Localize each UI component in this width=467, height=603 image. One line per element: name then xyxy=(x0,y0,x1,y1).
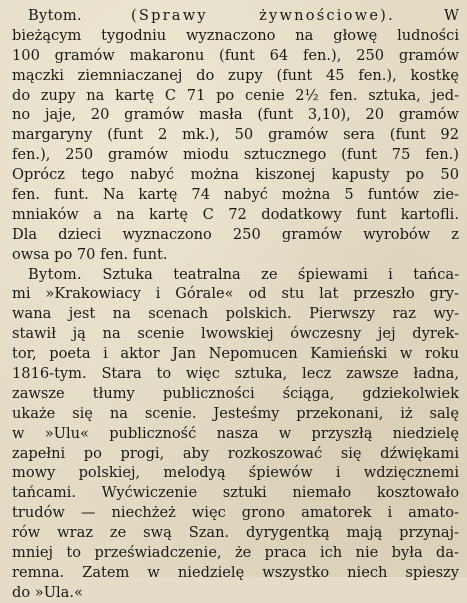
article1-heading: (Sprawy żywnościowe). xyxy=(131,7,395,24)
article1-line-2: bieżącym tygodniu wyznaczono na głowę ludności xyxy=(12,26,459,44)
article1-line-7: margaryny (funt 2 mk.), 50 gramów sera (funt 92 xyxy=(12,126,459,144)
article1-line-4: mączki ziemniaczanej do zupy (funt 45 fen.), kostkę xyxy=(12,66,459,84)
article1-line-13: owsa po 70 fen. funt. xyxy=(12,245,168,263)
article1-line-5: do zupy na kartę C 71 po cenie 2½ fen. sztuka, jed- xyxy=(12,86,459,104)
article1-line-6: no jaje, 20 gramów masła (funt 3,10), 20 gramów xyxy=(12,106,459,124)
article1-dateline: Bytom. xyxy=(28,7,82,24)
article2-line-16: remna. Zatem w niedzielę wszystko niech spieszy xyxy=(12,563,459,581)
article1-line-3: 100 gramów makaronu (funt 64 fen.), 250 gramów xyxy=(12,46,459,64)
article2-line-5: tor, poeta i aktor Jan Nepomucen Kamieński w roku xyxy=(12,345,459,363)
article2-line-2: mi »Krakowiacy i Górale« od stu lat przeszło gry- xyxy=(12,285,459,303)
article2-line-1 xyxy=(12,265,459,285)
article1-line-8: fen.), 250 gramów miodu sztucznego (funt 75 fen.) xyxy=(12,146,459,164)
article2-line-13: trudów — niechżeż więc grono amatorek i amato- xyxy=(12,504,459,522)
article1-line-12: Dla dzieci wyznaczono 250 gramów wyrobów z xyxy=(12,225,459,243)
article1-line-text: W xyxy=(444,7,460,24)
article2-line-9: w »Ulu« publiczność nasza w przyszłą niedzielę xyxy=(12,424,459,442)
article2-line-12: tańcami. Wyćwiczenie sztuki niemało kosztowało xyxy=(12,484,459,502)
article2-line-15: mniej to przeświadczenie, że praca ich nie była da- xyxy=(12,544,459,562)
article2-dateline: Bytom. xyxy=(28,265,82,283)
article1-line-11: mniaków a na kartę C 72 dodatkowy funt kartofli. xyxy=(12,205,459,223)
article2-line-17: do »Ula.« xyxy=(12,583,83,601)
article2-line-11: mowy polskiej, melodyą śpiewów i wdzięcznemi xyxy=(12,464,459,482)
article2-line-4: stawił ją na scenie lwowskiej ówczesny jej dyrek- xyxy=(12,325,459,343)
article2-line-14: rów wraz ze swą Szan. dyrygentką mają przynaj- xyxy=(12,524,459,542)
article1-line-9: Oprócz tego nabyć można kiszonej kapusty po 50 xyxy=(12,166,459,184)
article1-line-10: fen. funt. Na kartę 74 nabyć można 5 funtów zie- xyxy=(12,186,459,204)
article1-line-1 xyxy=(12,6,459,26)
article2-line-7: zawsze tłumy publiczności ściąga, gdziekolwiek xyxy=(12,384,459,402)
article2-line-10: zapełni po progi, aby rozkoszować się dźwiękami xyxy=(12,444,459,462)
article2-line-6: 1816-tym. Stara to więc sztuka, lecz zawsze ładna, xyxy=(12,365,459,383)
article2-line-text: Sztuka teatralna ze śpiewami i tańca- xyxy=(102,265,460,283)
article2-line-8: ukaże się na scenie. Jesteśmy przekonani, iż salę xyxy=(12,404,459,422)
article2-line-3: wana jest na scenach polskich. Pierwszy raz wy- xyxy=(12,305,459,323)
